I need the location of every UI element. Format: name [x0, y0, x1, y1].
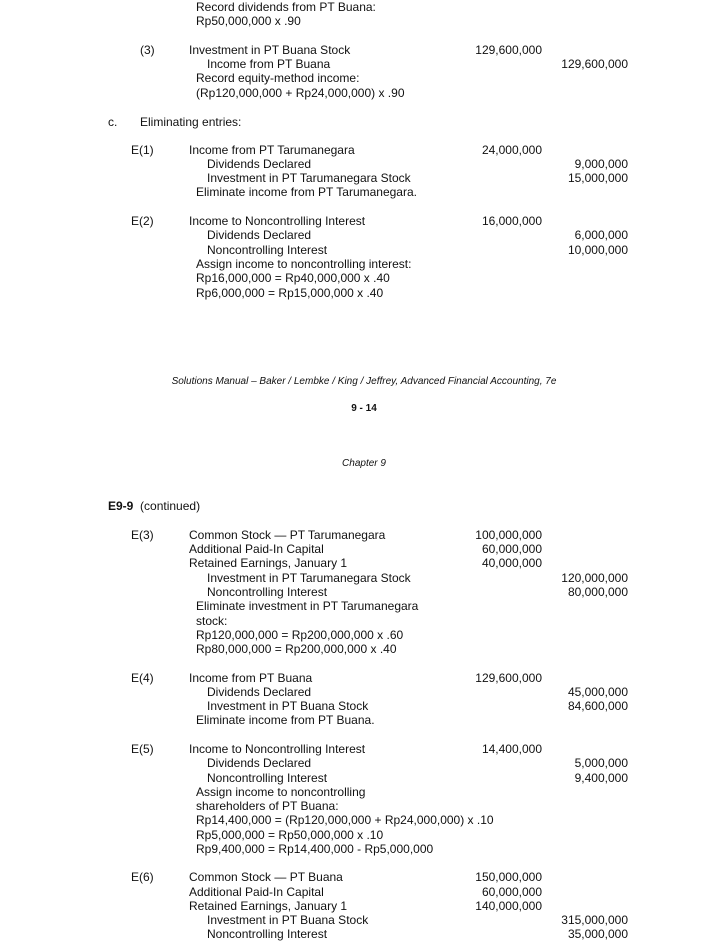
credit-account: Noncontrolling Interest [207, 585, 328, 599]
note-line: (Rp120,000,000 + Rp24,000,000) x .90 [196, 86, 405, 100]
debit-account: Common Stock — PT Tarumanegara [189, 528, 386, 542]
debit-account: Additional Paid-In Capital [189, 542, 324, 556]
credit-account: Investment in PT Tarumanegara Stock [207, 571, 411, 585]
note-line: Eliminate income from PT Tarumanegara. [196, 185, 417, 199]
credit-amount: 45,000,000 [567, 685, 628, 699]
note-line: shareholders of PT Buana: [196, 799, 339, 813]
credit-amount: 80,000,000 [567, 585, 628, 599]
credit-account: Dividends Declared [207, 157, 312, 171]
note-line: Rp14,400,000 = (Rp120,000,000 + Rp24,000,000) x .10 [196, 813, 494, 827]
chapter-header: Chapter 9 [342, 458, 386, 469]
credit-amount: 5,000,000 [574, 756, 628, 770]
note-line: Rp120,000,000 = Rp200,000,000 x .60 [196, 628, 404, 642]
credit-amount: 120,000,000 [561, 571, 628, 585]
debit-amount: 150,000,000 [475, 870, 542, 884]
debit-account: Common Stock — PT Buana [189, 870, 343, 884]
credit-account: Dividends Declared [207, 685, 312, 699]
debit-amount: 60,000,000 [481, 542, 542, 556]
credit-account: Investment in PT Buana Stock [207, 699, 369, 713]
entry-label: E(5) [131, 742, 154, 756]
credit-account: Noncontrolling Interest [207, 927, 328, 941]
debit-amount: 24,000,000 [481, 143, 542, 157]
section-title: Eliminating entries: [140, 115, 242, 129]
entry-label: E(3) [131, 528, 154, 542]
note-line: Record dividends from PT Buana: [196, 0, 376, 14]
debit-amount: 100,000,000 [475, 528, 542, 542]
debit-account: Income to Noncontrolling Interest [189, 742, 366, 756]
note-line: stock: [196, 614, 228, 628]
debit-amount: 140,000,000 [475, 899, 542, 913]
debit-amount: 129,600,000 [475, 43, 542, 57]
note-line: Record equity-method income: [196, 71, 360, 85]
entry-label: E(1) [131, 143, 154, 157]
debit-account: Additional Paid-In Capital [189, 885, 324, 899]
credit-amount: 315,000,000 [561, 913, 628, 927]
exercise-id: E9-9 [108, 499, 134, 513]
note-line: Eliminate income from PT Buana. [196, 713, 375, 727]
note-line: Rp9,400,000 = Rp14,400,000 - Rp5,000,000 [196, 842, 434, 856]
credit-account: Dividends Declared [207, 756, 312, 770]
credit-account: Income from PT Buana [207, 57, 331, 71]
entry-label: E(2) [131, 214, 154, 228]
exercise-heading [108, 499, 200, 513]
debit-amount: 16,000,000 [481, 214, 542, 228]
entry-label: E(4) [131, 671, 154, 685]
credit-amount: 15,000,000 [567, 171, 628, 185]
exercise-note: (continued) [140, 499, 201, 513]
page-number: 9 - 14 [351, 403, 377, 414]
credit-amount: 84,600,000 [567, 699, 628, 713]
credit-amount: 6,000,000 [574, 228, 628, 242]
debit-account: Income to Noncontrolling Interest [189, 214, 366, 228]
debit-amount: 129,600,000 [475, 671, 542, 685]
debit-account: Income from PT Buana [189, 671, 313, 685]
debit-amount: 14,400,000 [481, 742, 542, 756]
note-line: Assign income to noncontrolling [196, 785, 366, 799]
note-line: Rp50,000,000 x .90 [196, 14, 301, 28]
debit-account: Income from PT Tarumanegara [189, 143, 355, 157]
debit-account: Investment in PT Buana Stock [189, 43, 351, 57]
credit-account: Noncontrolling Interest [207, 771, 328, 785]
credit-amount: 129,600,000 [561, 57, 628, 71]
credit-amount: 9,000,000 [574, 157, 628, 171]
footer-citation: Solutions Manual – Baker / Lembke / King / Jeffrey, Advanced Financial Accounting, 7e [171, 376, 557, 387]
section-label: c. [108, 115, 118, 129]
note-line: Rp5,000,000 = Rp50,000,000 x .10 [196, 828, 384, 842]
note-line: Rp6,000,000 = Rp15,000,000 x .40 [196, 286, 384, 300]
debit-account: Retained Earnings, January 1 [189, 899, 348, 913]
credit-amount: 9,400,000 [574, 771, 628, 785]
entry-label: (3) [140, 43, 155, 57]
credit-account: Investment in PT Buana Stock [207, 913, 369, 927]
debit-amount: 40,000,000 [481, 556, 542, 570]
credit-amount: 35,000,000 [567, 927, 628, 941]
credit-account: Noncontrolling Interest [207, 243, 328, 257]
note-line: Rp16,000,000 = Rp40,000,000 x .40 [196, 271, 390, 285]
note-line: Rp80,000,000 = Rp200,000,000 x .40 [196, 642, 397, 656]
debit-amount: 60,000,000 [481, 885, 542, 899]
note-line: Eliminate investment in PT Tarumanegara [196, 599, 419, 613]
credit-amount: 10,000,000 [567, 243, 628, 257]
note-line: Assign income to noncontrolling interest: [196, 257, 412, 271]
credit-account: Dividends Declared [207, 228, 312, 242]
entry-label: E(6) [131, 870, 154, 884]
credit-account: Investment in PT Tarumanegara Stock [207, 171, 411, 185]
debit-account: Retained Earnings, January 1 [189, 556, 348, 570]
